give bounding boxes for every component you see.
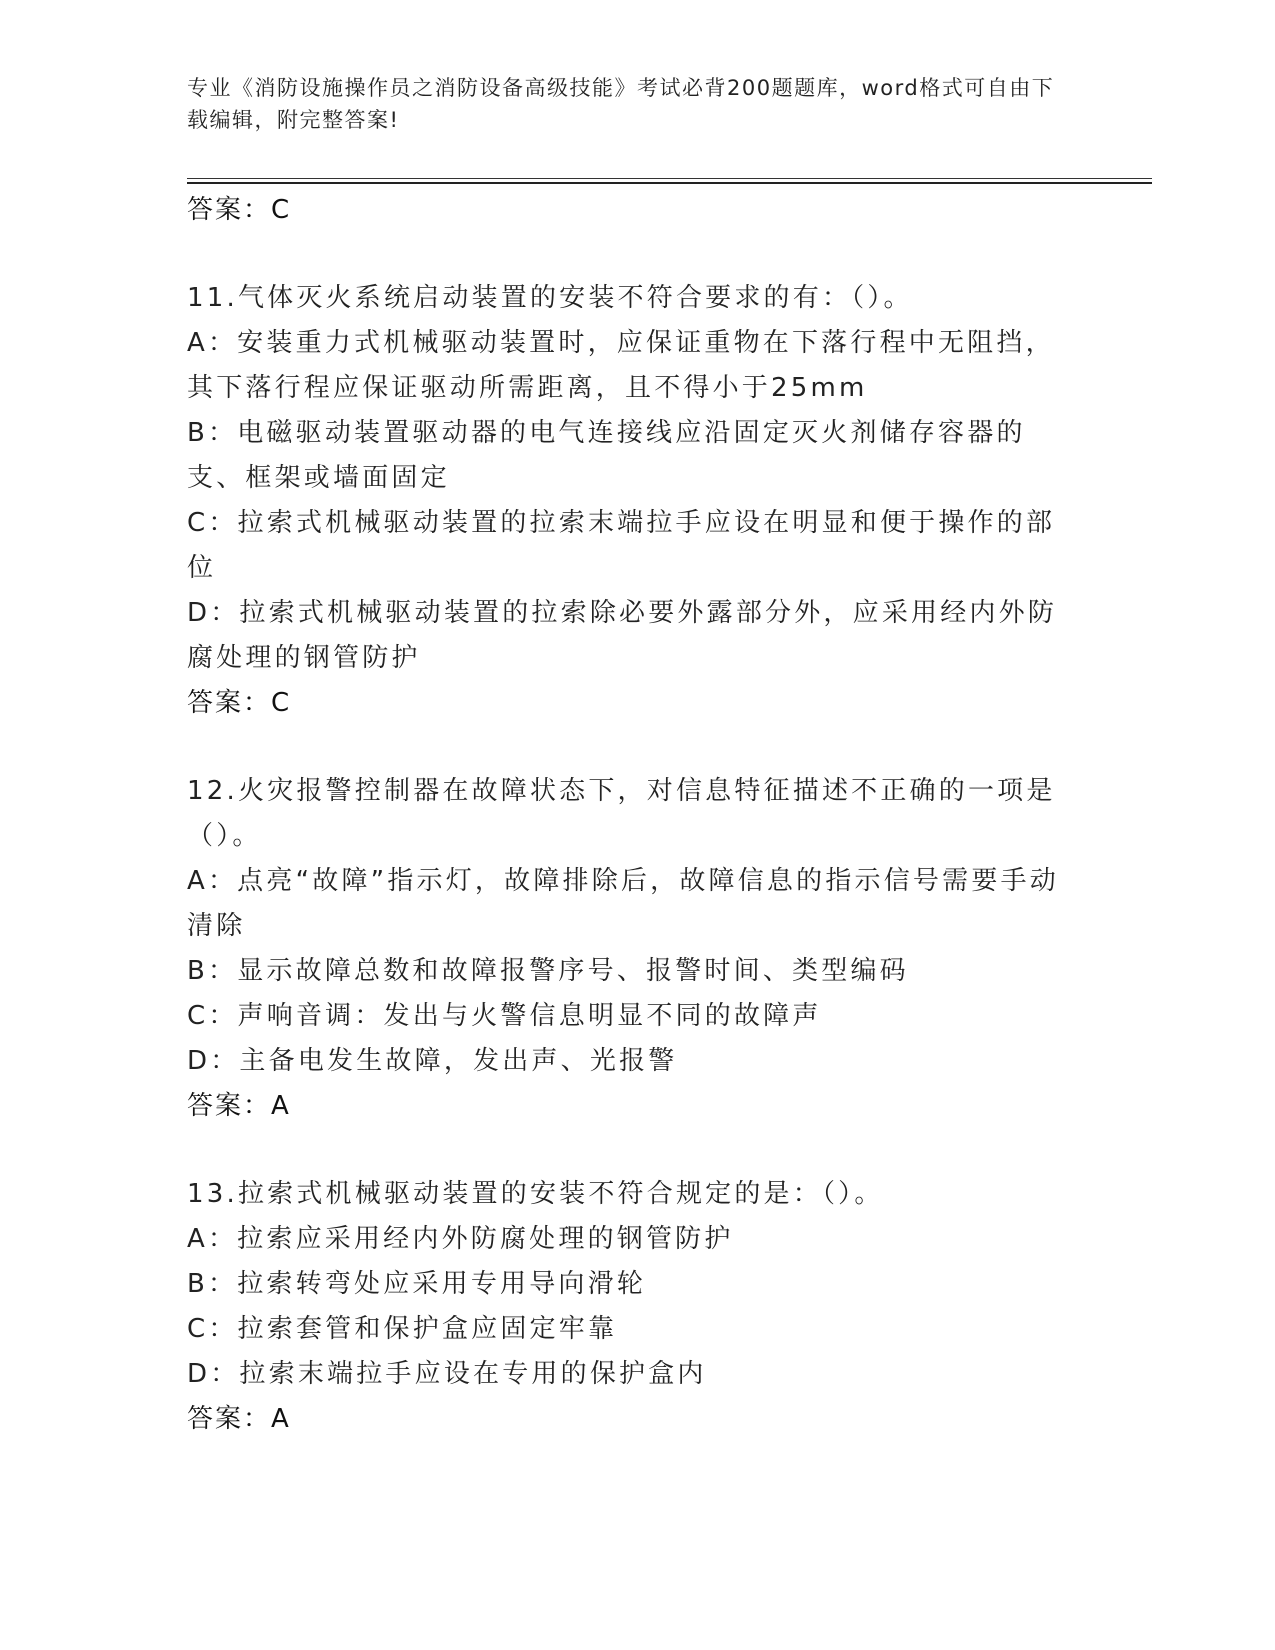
question-text: 11.气体灭火系统启动装置的安装不符合要求的有：（）。 — [187, 283, 913, 313]
page-header: 专业《消防设施操作员之消防设备高级技能》考试必背200题题库，word格式可自由下载编辑，附完整答案! — [187, 76, 1055, 132]
answer: 答案：C — [187, 688, 292, 718]
question-text: 13.拉索式机械驱动装置的安装不符合规定的是：（）。 — [187, 1179, 884, 1209]
option-d: D：拉索末端拉手应设在专用的保护盒内 — [187, 1359, 707, 1389]
option-a: A：拉索应采用经内外防腐处理的钢管防护 — [187, 1224, 734, 1254]
answer: 答案：A — [187, 1091, 291, 1121]
question-12 — [187, 769, 1067, 1128]
option-a: A：点亮“故障”指示灯，故障排除后，故障信息的指示信号需要手动清除 — [187, 866, 1059, 941]
document-body — [187, 188, 1067, 1441]
question-text: 12.火灾报警控制器在故障状态下，对信息特征描述不正确的一项是（）。 — [187, 776, 1056, 851]
previous-answer: 答案：C — [187, 195, 292, 225]
question-13 — [187, 1172, 1067, 1441]
answer: 答案：A — [187, 1404, 291, 1434]
question-11 — [187, 276, 1067, 725]
option-b: B：显示故障总数和故障报警序号、报警时间、类型编码 — [187, 956, 909, 986]
option-c: C：声响音调：发出与火警信息明显不同的故障声 — [187, 1001, 822, 1031]
option-d: D：主备电发生故障，发出声、光报警 — [187, 1046, 678, 1076]
option-a: A：安装重力式机械驱动装置时，应保证重物在下落行程中无阻挡，其下落行程应保证驱动所需距离，且不得小于25mm — [187, 328, 1055, 403]
option-b: B：电磁驱动装置驱动器的电气连接线应沿固定灭火剂储存容器的支、框架或墙面固定 — [187, 418, 1026, 493]
option-d: D：拉索式机械驱动装置的拉索除必要外露部分外，应采用经内外防腐处理的钢管防护 — [187, 598, 1058, 673]
header-divider-thin — [187, 178, 1152, 179]
option-b: B：拉索转弯处应采用专用导向滑轮 — [187, 1269, 647, 1299]
header-divider-thick — [187, 182, 1152, 184]
option-c: C：拉索式机械驱动装置的拉索末端拉手应设在明显和便于操作的部位 — [187, 508, 1056, 583]
option-c: C：拉索套管和保护盒应固定牢靠 — [187, 1314, 618, 1344]
